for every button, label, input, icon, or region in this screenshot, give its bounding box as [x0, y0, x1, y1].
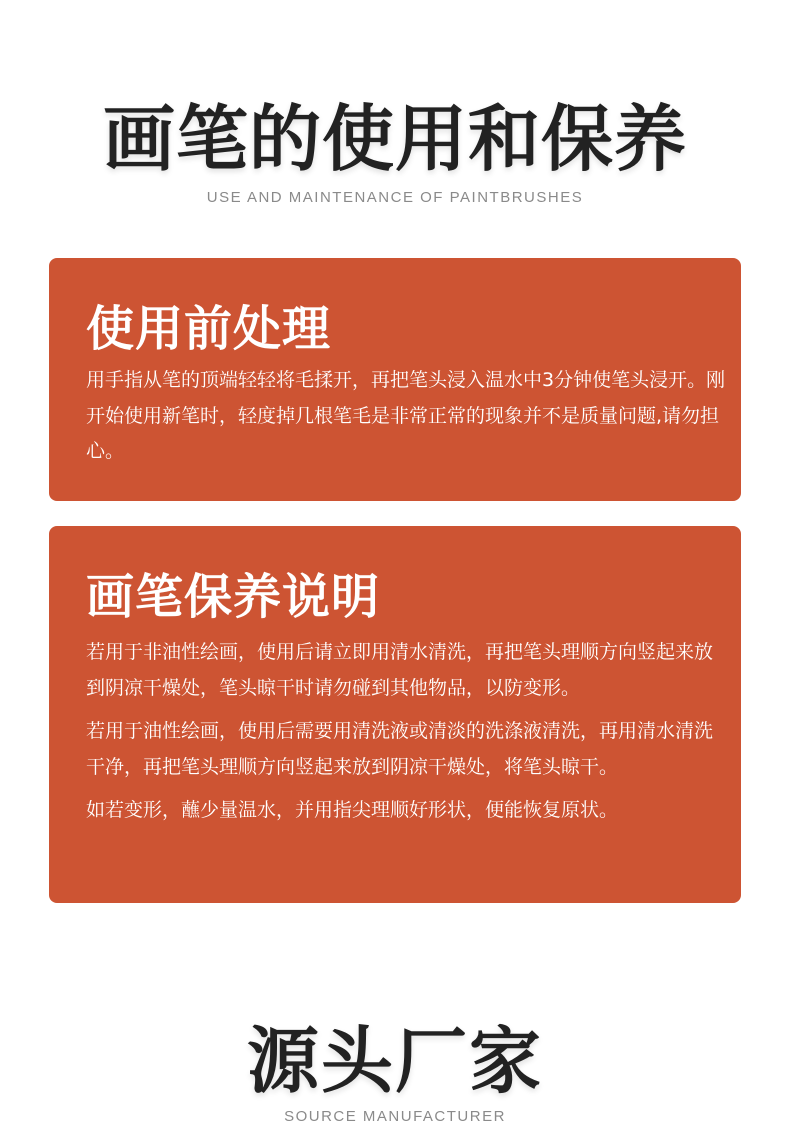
section-paragraph: 若用于非油性绘画，使用后请立即用清水清洗，再把笔头理顺方向竖起来放到阴凉干燥处，笔头晾干时请勿碰到其他物品，以防变形。	[86, 641, 714, 699]
footer-subtitle: SOURCE MANUFACTURER	[284, 1108, 506, 1125]
footer-title: 源头厂家	[246, 1019, 543, 1103]
section-paragraph: 如若变形，蘸少量温水，并用指尖理顺好形状，便能恢复原状。	[86, 799, 619, 821]
section-card-pre-use	[49, 258, 741, 501]
page-subtitle: USE AND MAINTENANCE OF PAINTBRUSHES	[206, 189, 584, 206]
section-title-pre-use: 使用前处理	[86, 301, 332, 357]
section-title-care: 画笔保养说明	[86, 569, 381, 625]
section-paragraph: 若用于油性绘画，使用后需要用清洗液或清淡的洗涤液清洗，再用清水清洗干净，再把笔头理顺方向竖起来放到阴凉干燥处，将笔头晾干。	[86, 720, 714, 778]
section-paragraph: 用手指从笔的顶端轻轻将毛揉开，再把笔头浸入温水中3分钟使笔头浸开。刚开始使用新笔时，轻度掉几根笔毛是非常正常的现象并不是质量问题,请勿担心。	[86, 369, 726, 462]
page-title: 画笔的使用和保养	[102, 97, 687, 181]
section-card-care	[49, 526, 741, 903]
